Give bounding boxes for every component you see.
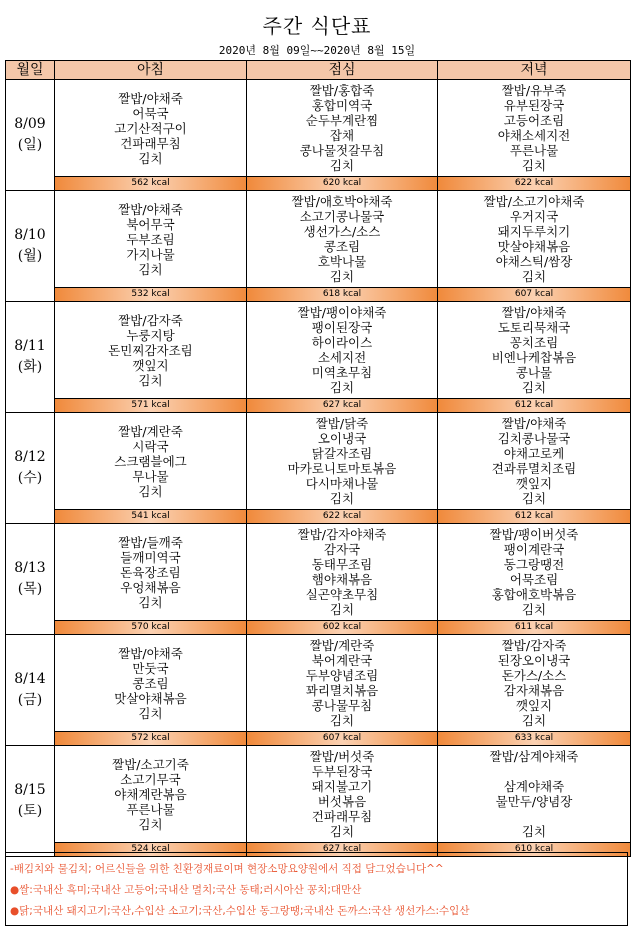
dish-item: 고기산적구이 [114,120,187,136]
dish-item: 짤밥/야채죽 [118,645,183,661]
dish-item: 어묵국 [132,105,169,121]
header-day: 월일 [6,61,55,80]
breakfast-menu-cell [55,80,247,177]
dish-item: 만둣국 [132,660,169,676]
dish-item: 깻잎지 [132,357,169,373]
day-weekday: (토) [17,803,43,819]
dish-item: 김치 [138,150,163,166]
dinner-kcal: 607 kcal [438,288,631,302]
dish-item: 오이냉국 [317,431,367,446]
dish-item: 김치 [521,824,547,839]
day-row [6,191,631,288]
dish-item: 소세지전 [317,350,367,365]
header-dinner: 저녁 [438,61,631,80]
day-cell [6,635,55,746]
dinner-kcal: 611 kcal [438,621,631,635]
dish-item: 생선가스/소스 [303,224,381,239]
lunch-menu-cell [247,746,438,843]
weekly-menu-table [5,60,631,857]
dish-item: 하이라이스 [311,335,373,350]
header-lunch: 점심 [247,61,438,80]
dish-item: 두부양념조림 [305,668,379,683]
dish-item: 김치 [521,158,547,173]
dish-item: 물만두/양념장 [495,794,573,809]
dish-item: 비엔나케찹볶음 [491,350,577,365]
breakfast-kcal: 541 kcal [55,510,247,524]
dish-item: 김치 [521,380,547,395]
lunch-kcal: 620 kcal [247,177,438,191]
lunch-kcal: 602 kcal [247,621,438,635]
dish-item: 유부된장국 [503,98,565,113]
dish-item: 다시마채나물 [305,476,379,491]
dish-item: 돈육장조림 [120,564,181,580]
dish-item: 짤밥/애호박야채죽 [291,194,393,209]
breakfast-kcal: 572 kcal [55,732,247,746]
dish-item: 무나물 [132,468,169,484]
dish-item: 짤밥/홍합죽 [309,83,375,98]
dish-item: 순두부계란찜 [305,113,379,128]
dish-item [438,809,630,824]
dish-item: 팽이된장국 [311,320,373,335]
dish-item: 콩나물젓갈무침 [299,143,385,158]
dinner-menu-cell [438,635,631,732]
day-weekday: (목) [17,581,43,597]
dish-item: 김치 [521,602,547,617]
dinner-kcal: 610 kcal [438,843,631,857]
dish-item: 야채고로케 [503,446,565,461]
dish-item: 콩조림 [323,239,361,254]
day-date: 8/11 [14,338,46,354]
dinner-menu-cell [438,80,631,177]
dish-item: 홍합애호박볶음 [491,587,577,602]
breakfast-kcal: 570 kcal [55,621,247,635]
dish-item: 버섯볶음 [317,794,367,809]
day-date: 8/10 [14,227,46,243]
dish-item: 돼지두루치기 [497,224,571,239]
dish-item: 짤밥/감자야채죽 [297,527,387,542]
dish-item: 김치 [521,491,547,506]
day-weekday: (일) [17,137,43,153]
dish-item: 동태무조림 [311,557,373,572]
dish-item: 김치 [521,713,547,728]
day-date: 8/09 [14,116,46,132]
dish-item: 북어계란국 [311,653,373,668]
breakfast-kcal: 532 kcal [55,288,247,302]
dish-item: 푸른나물 [509,143,559,158]
dish-item: 짤밥/소고기죽 [112,756,189,772]
dish-item: 짤밥/감자죽 [118,312,183,328]
dish-item: 짤밥/삼계야채죽 [489,749,579,764]
dish-item: 가지나물 [126,246,175,262]
day-weekday: (화) [17,359,43,375]
day-row [6,746,631,843]
kcal-row [6,732,631,746]
dish-item: 김치콩나물국 [497,431,571,446]
day-weekday: (월) [17,248,43,264]
lunch-kcal: 622 kcal [247,510,438,524]
day-date: 8/12 [14,449,46,465]
ingredient-notes [5,852,628,926]
dish-item: 닭갈자조림 [311,446,373,461]
dish-item: 콩나물무침 [311,698,373,713]
dinner-kcal: 612 kcal [438,399,631,413]
kcal-row [6,510,631,524]
day-cell [6,524,55,635]
lunch-menu-cell [247,302,438,399]
lunch-menu-cell [247,524,438,621]
dish-item: 맛살야채볶음 [114,690,187,706]
dish-item: 김치 [138,705,163,721]
dish-item: 짤밥/야채죽 [118,90,183,106]
dish-item: 짤밥/야채죽 [501,305,567,320]
dish-item: 누룽지탕 [126,327,175,343]
day-row [6,524,631,621]
note-line: ●닭;국내산 돼지고기;국산,수입산 소고기;국산,수입산 동그랑땡;국내산 돈까스:국산 생선가스:수입산 [10,905,470,917]
dish-item: 짤밥/유부죽 [501,83,567,98]
breakfast-menu-cell [55,413,247,510]
dish-item: 꽁치조림 [509,335,559,350]
dish-item: 견과류멸치조림 [491,461,577,476]
day-row [6,302,631,399]
day-date: 8/13 [14,560,46,576]
dish-item: 짤밥/닭죽 [315,416,369,431]
lunch-menu-cell [247,413,438,510]
day-date: 8/14 [14,671,46,687]
note-line: -배김치와 물김치; 어르신들을 위한 친환경재료이며 현장소망요양원에서 직접 담그었습니다^^ [10,863,444,875]
breakfast-kcal: 524 kcal [55,843,247,857]
dish-item: 김치 [329,380,355,395]
dish-item: 잡채 [329,128,355,143]
header-breakfast: 아침 [55,61,247,80]
dish-item: 짤밥/들깨죽 [118,534,183,550]
dinner-kcal: 633 kcal [438,732,631,746]
dish-item: 깻잎지 [515,476,553,491]
kcal-row [6,177,631,191]
day-cell [6,746,55,857]
day-row [6,413,631,510]
dish-item: 홍합미역국 [311,98,373,113]
lunch-kcal: 627 kcal [247,843,438,857]
dish-item: 짤밥/야채죽 [118,201,183,217]
dish-item: 마카로니토마토볶음 [287,461,397,476]
dish-item: 푸른나물 [126,801,175,817]
day-date: 8/15 [14,782,46,798]
header-row [6,61,631,80]
dish-item: 야채스틱/쌈장 [495,254,573,269]
day-row [6,635,631,732]
dish-item: 북어무국 [126,216,175,232]
dish-item: 짤밥/팽이버섯죽 [489,527,579,542]
dish-item: 짤밥/소고기야채죽 [483,194,585,209]
dinner-menu-cell [438,524,631,621]
day-cell [6,413,55,524]
breakfast-menu-cell [55,191,247,288]
dish-item: 호박나물 [317,254,367,269]
dinner-menu-cell [438,413,631,510]
dish-item: 동그랑땡전 [503,557,565,572]
dish-item: 도토리묵채국 [497,320,571,335]
dish-item: 짤밥/버섯죽 [309,749,375,764]
dish-item: 소고기무국 [120,771,181,787]
breakfast-kcal: 571 kcal [55,399,247,413]
dish-item: 소고기콩나물국 [299,209,385,224]
dish-item: 시락국 [132,438,169,454]
breakfast-menu-cell [55,302,247,399]
dish-item: 건파래무침 [311,809,373,824]
dish-item: 김치 [521,269,547,284]
day-cell [6,302,55,413]
date-range: 2020년 8월 09일~~2020년 8월 15일 [218,44,416,57]
day-cell [6,80,55,191]
lunch-menu-cell [247,635,438,732]
dish-item: 김치 [138,372,163,388]
dish-item: 감자채볶음 [503,683,565,698]
lunch-menu-cell [247,80,438,177]
dish-item: 김치 [138,594,163,610]
day-row [6,80,631,177]
dish-item: 깻잎지 [515,698,553,713]
dish-item: 돈가스/소스 [501,668,567,683]
dish-item: 김치 [138,261,163,277]
dish-item: 팽이계란국 [503,542,565,557]
dish-item: 건파래무침 [120,135,181,151]
dish-item: 콩나물 [515,365,553,380]
dish-item: 김치 [329,602,355,617]
dish-item: 미역초무침 [311,365,373,380]
breakfast-menu-cell [55,746,247,843]
lunch-menu-cell [247,191,438,288]
dish-item: 콩조림 [132,675,169,691]
day-cell [6,191,55,302]
kcal-row [6,399,631,413]
breakfast-menu-cell [55,635,247,732]
page-title: 주간 식단표 [262,14,372,38]
dish-item: 감자국 [323,542,361,557]
dish-item: 짤밥/팽이야채죽 [297,305,387,320]
kcal-row [6,621,631,635]
dish-item: 김치 [329,824,355,839]
dish-item: 삼계야채죽 [503,779,565,794]
dish-item: 김치 [329,269,355,284]
dish-item: 짤밥/감자죽 [501,638,567,653]
dish-item: 실곤약초무침 [305,587,379,602]
dish-item: 돼지불고기 [311,779,373,794]
lunch-kcal: 627 kcal [247,399,438,413]
lunch-kcal: 607 kcal [247,732,438,746]
dish-item: 두부조림 [126,231,175,247]
day-weekday: (금) [17,692,43,708]
dish-item: 김치 [329,491,355,506]
dinner-menu-cell [438,302,631,399]
dinner-menu-cell [438,191,631,288]
breakfast-menu-cell [55,524,247,621]
kcal-row [6,288,631,302]
dish-item: 야채계란볶음 [114,786,187,802]
dish-item: 김치 [138,816,163,832]
day-weekday: (수) [17,470,43,486]
dish-item [438,764,630,779]
dish-item: 야채소세지전 [497,128,571,143]
dish-item: 스크램블에그 [114,453,187,469]
dish-item: 짤밥/야채죽 [501,416,567,431]
dish-item: 김치 [138,483,163,499]
dinner-kcal: 622 kcal [438,177,631,191]
dish-item: 들깨미역국 [120,549,181,565]
breakfast-kcal: 562 kcal [55,177,247,191]
dish-item: 햄야채볶음 [311,572,373,587]
note-line: ●쌀:국내산 흑미;국내산 고등어;국내산 멸치;국산 동태;러시아산 꽁치;대만산 [10,884,362,896]
dish-item: 우엉채볶음 [120,579,181,595]
dish-item: 두부된장국 [311,764,373,779]
dish-item: 김치 [329,713,355,728]
dish-item: 김치 [329,158,355,173]
dinner-menu-cell [438,746,631,843]
dish-item: 어묵조림 [509,572,559,587]
dish-item: 된장오이냉국 [497,653,571,668]
dinner-kcal: 612 kcal [438,510,631,524]
dish-item: 꽈리멸치볶음 [305,683,379,698]
dish-item: 돈민찌감자조림 [108,342,193,358]
dish-item: 맛살야채볶음 [497,239,571,254]
dish-item: 짤밥/계란죽 [309,638,375,653]
dish-item: 고등어조림 [503,113,565,128]
dish-item: 짤밥/계란죽 [118,423,183,439]
lunch-kcal: 618 kcal [247,288,438,302]
dish-item: 우거지국 [509,209,559,224]
